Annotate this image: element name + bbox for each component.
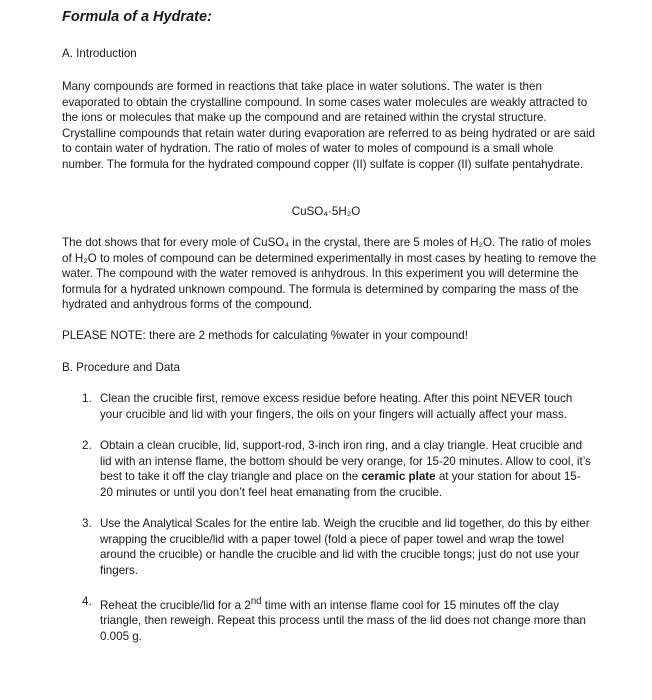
step-number: 3. [82, 517, 92, 530]
step-text: Obtain a clean crucible, lid, support-rod, 3-inch iron ring, and a clay triangle. Heat crucible and lid with an intense flame, the bottom should be very orange, for 15-20 minutes. Allow to cool, it’s best to take it off the clay triangle and place on the ceramic plate at your station for about 15-20 minutes or until you don’t feel heat emanating from the crucible. [100, 439, 591, 499]
procedure-step-4 [82, 594, 592, 645]
hydrate-formula: CuSO₄·5H₂O [291, 205, 361, 218]
section-b-heading: B. Procedure and Data [62, 361, 180, 374]
step-text: Use the Analytical Scales for the entire lab. Weigh the crucible and lid together, do this by either wrapping the crucible/lid with a paper towel (fold a piece of paper towel and wrap the towel around the crucible) or handle the crucible and lid with the crucible tongs; just do not use your fingers. [100, 517, 590, 577]
method-note: PLEASE NOTE: there are 2 methods for calculating %water in your compound! [62, 329, 468, 342]
step-text: Clean the crucible first, remove excess residue before heating. After this point NEVER touch your crucible and lid with your fingers, the oils on your fingers will actually affect your mass. [100, 392, 573, 421]
intro-paragraph-2: The dot shows that for every mole of CuSO₄ in the crystal, there are 5 moles of H₂O. The ratio of moles of H₂O to moles of compound can be determined experimentally in most cases by heating to remove the water. The compound with the water removed is anhydrous. In this experiment you will determine the formula for a hydrated unknown compound. The formula is determined by comparing the mass of the hydrated and anhydrous forms of the compound. [62, 236, 597, 312]
procedure-step-2 [82, 438, 592, 500]
step-text: Reheat the crucible/lid for a 2nd time with an intense flame cool for 15 minutes off the clay triangle, then reweigh. Repeat this process until the mass of the lid does not change more than 0.005 g. [100, 596, 586, 644]
step-number: 2. [82, 439, 92, 452]
document-title: Formula of a Hydrate: [62, 9, 212, 25]
procedure-step-1 [82, 391, 592, 422]
ceramic-plate-emphasis: ceramic plate [361, 470, 436, 484]
step-number: 4. [82, 595, 92, 608]
ordinal-superscript: nd [250, 596, 262, 607]
intro-paragraph-1: Many compounds are formed in reactions that take place in water solutions. The water is then evaporated to obtain the crystalline compound. In some cases water molecules are weakly attracted to the ions or molecules that make up the compound and are retained within the crystal structure. Crystalline compounds that retain water during evaporation are referred to as being hydrated or are said to contain water of hydration. The ratio of moles of water to moles of compound is a small whole number. The formula for the hydrated compound copper (II) sulfate is copper (II) sulfate pentahydrate. [62, 80, 595, 171]
section-a-heading: A. Introduction [62, 47, 137, 60]
step-number: 1. [82, 392, 92, 405]
procedure-step-3 [82, 516, 592, 578]
